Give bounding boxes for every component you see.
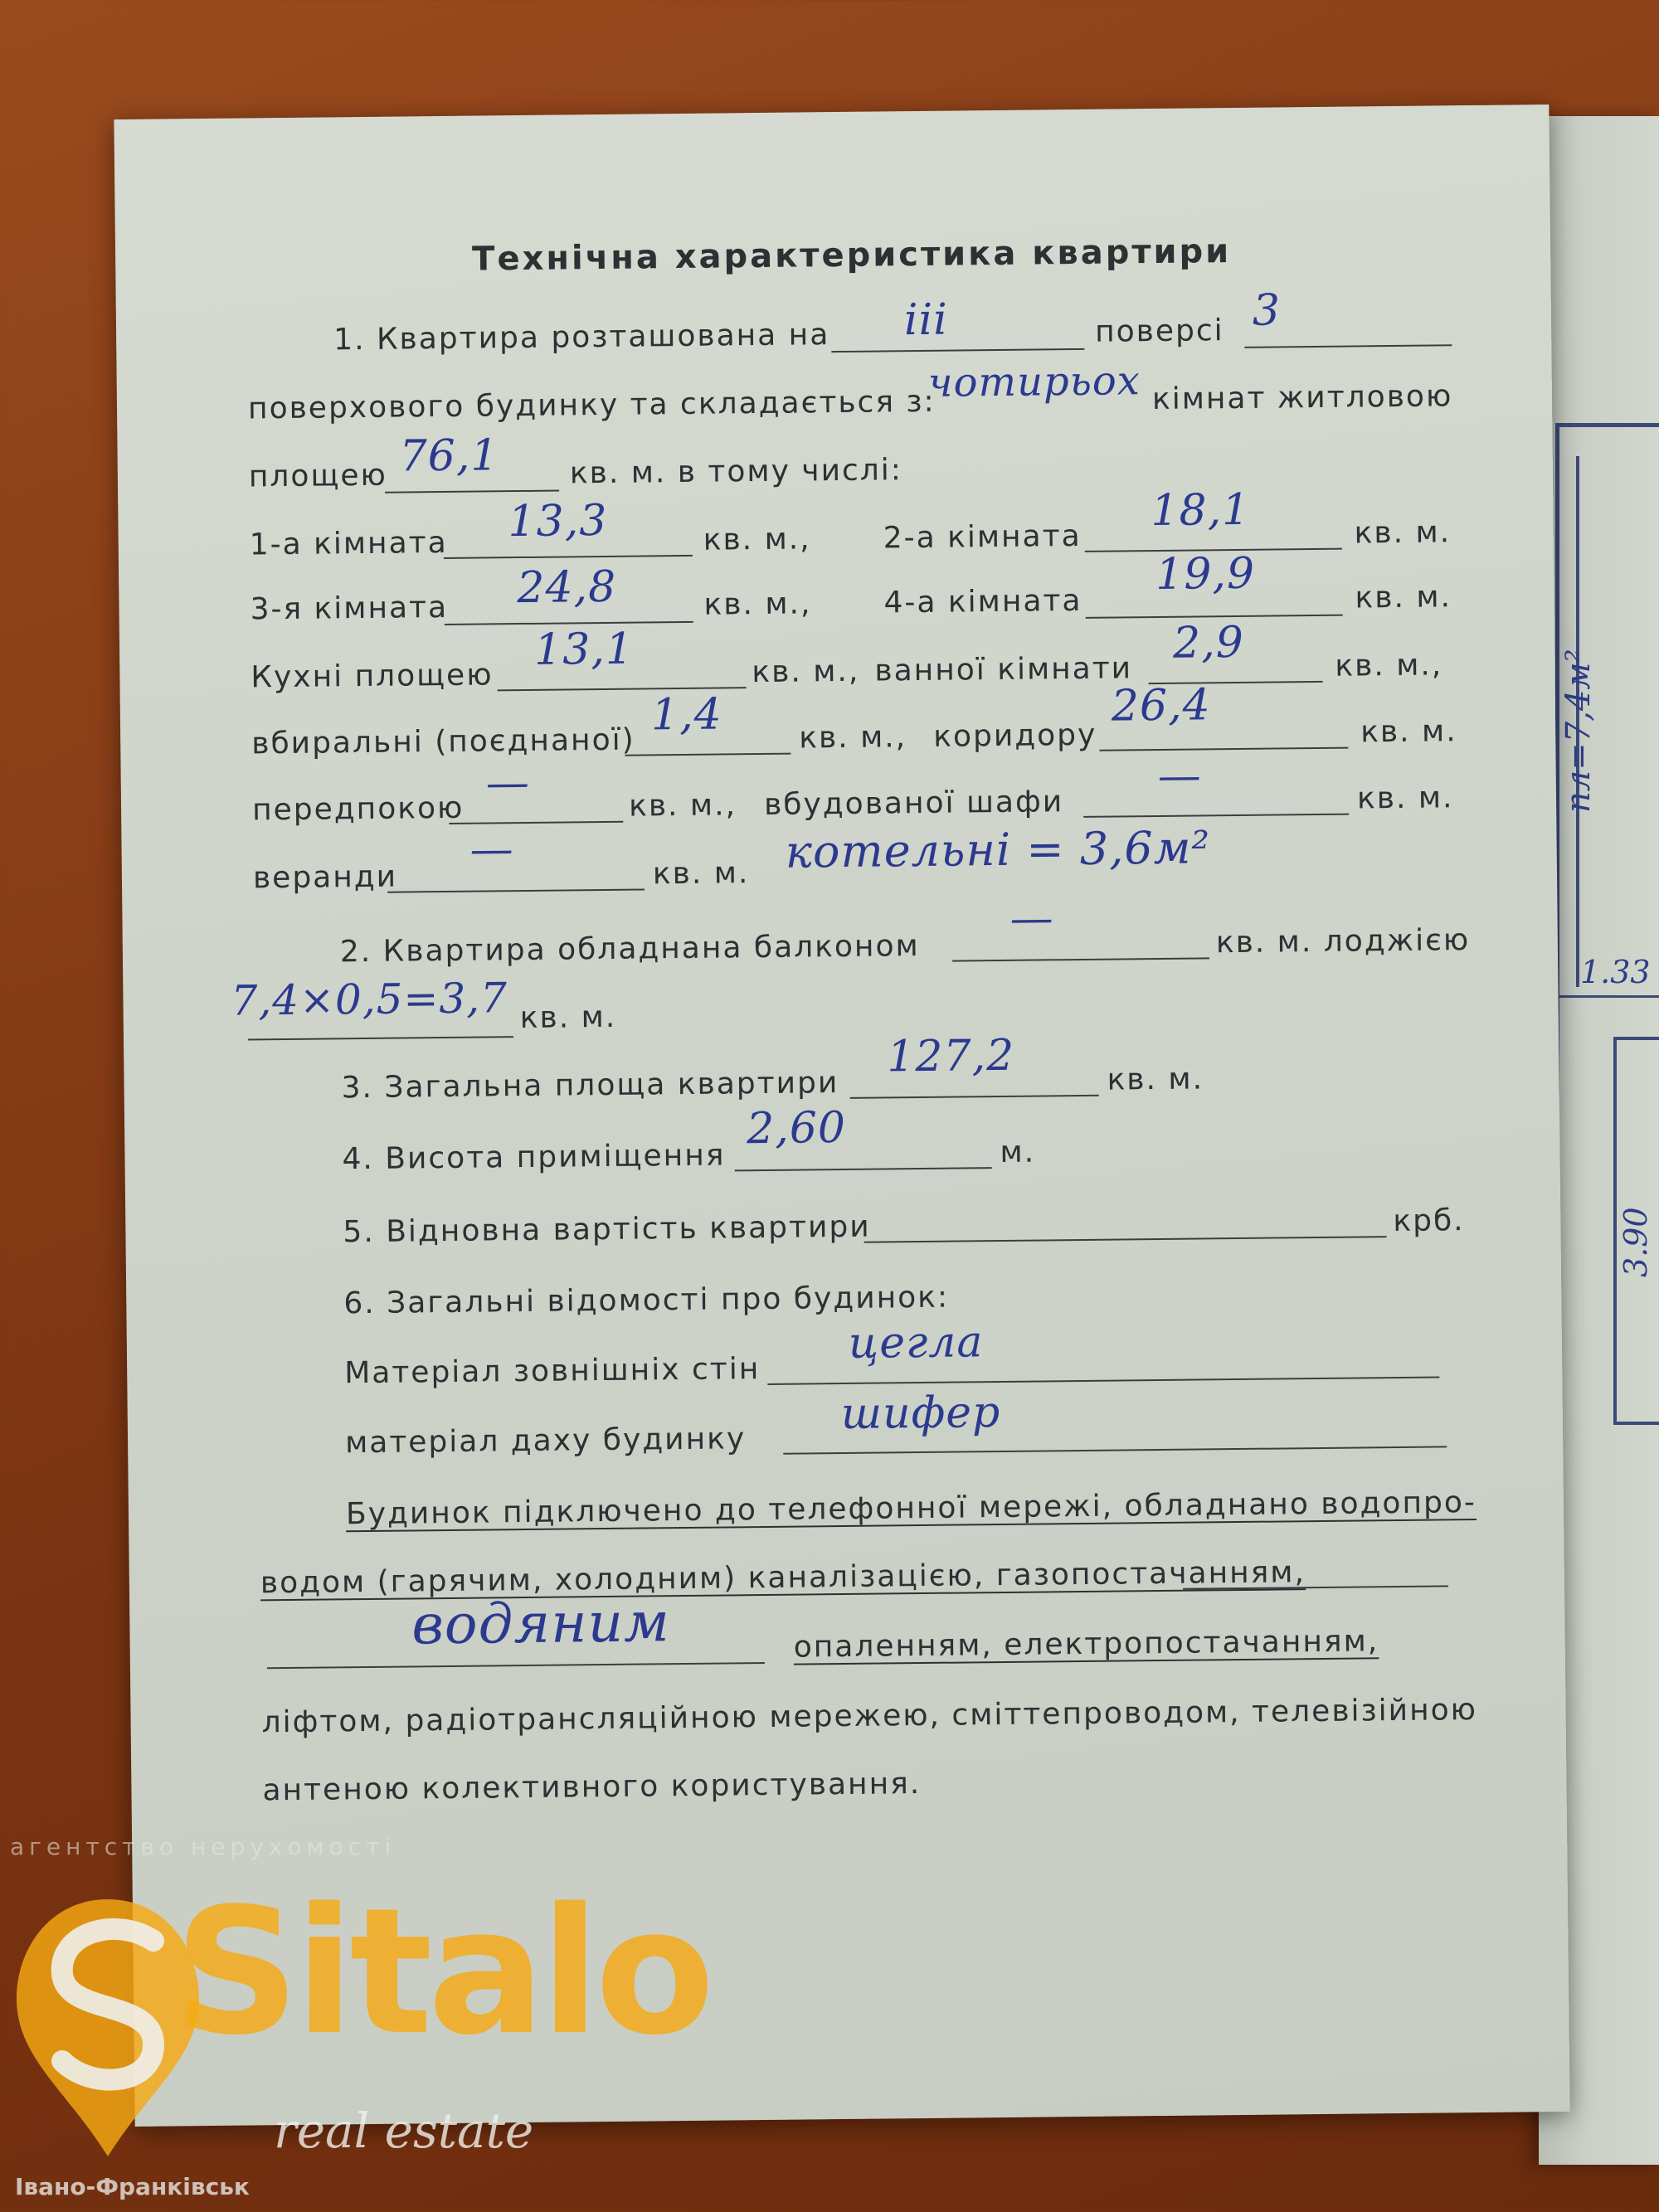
p6-label: 6. Загальні відомості про будинок: <box>343 1280 950 1321</box>
room2-value: 18,1 <box>1151 484 1251 537</box>
balcony-value: — <box>1010 893 1054 944</box>
heating-value: водяним <box>411 1590 671 1657</box>
margin-dimension-1: 1.33 <box>1580 954 1651 990</box>
veranda-value: — <box>469 824 514 875</box>
total-area-line <box>850 1095 1099 1099</box>
room1-line <box>444 555 693 559</box>
room1-label: 1-а кімната <box>249 525 448 562</box>
living-area-value: 76,1 <box>399 430 499 482</box>
margin-dimension-2: 3.90 <box>1618 1207 1654 1277</box>
room2-unit: кв. м. <box>1354 515 1452 551</box>
p5-label: 5. Відновна вартість квартири <box>343 1209 871 1250</box>
value-field-line <box>864 1236 1387 1243</box>
room1-unit: кв. м., <box>703 522 811 557</box>
room3-label: 3-я кімната <box>250 590 449 627</box>
p1-line2-end: кімнат житловою <box>1151 379 1453 417</box>
height-unit: м. <box>1000 1135 1036 1170</box>
corridor-value: 26,4 <box>1111 680 1211 732</box>
corridor-line <box>1099 747 1348 751</box>
floors-count-value: 3 <box>1252 285 1282 336</box>
kitchen-label: Кухні площею <box>251 658 494 695</box>
kitchen-unit: кв. м., <box>752 654 860 690</box>
bath-label: ванної кімнати <box>874 651 1133 688</box>
loggia-value: 7,4×0,5=3,7 <box>231 974 508 1025</box>
watermark-city: Івано-Франківськ <box>15 2173 250 2200</box>
corridor-label: коридору <box>933 717 1097 754</box>
floor-field-line <box>831 348 1084 352</box>
wc-label: вбиральні (поєднаної) <box>251 722 635 761</box>
floor-plan-divider <box>1555 995 1659 998</box>
living-area-line <box>385 490 559 493</box>
floors-field-line <box>1244 344 1452 348</box>
living-area-label: площею <box>248 458 388 494</box>
height-line <box>735 1167 992 1171</box>
wardrobe-value: — <box>1157 751 1203 801</box>
room1-value: 13,3 <box>508 495 608 547</box>
kitchen-value: 13,1 <box>533 624 635 675</box>
p1-floor-label: поверсі <box>1094 314 1224 349</box>
veranda-unit: кв. м. <box>652 856 750 892</box>
watermark-tagline: агентство нерухомості <box>10 1833 397 1860</box>
document-title: Технічна характеристика квартири <box>471 232 1232 279</box>
heating-line <box>267 1662 765 1669</box>
walls-label: Матеріал зовнішніх стін <box>344 1352 761 1391</box>
corridor-unit: кв. м. <box>1360 714 1457 750</box>
document-page <box>114 105 1569 2127</box>
roof-value: шифер <box>840 1388 1001 1440</box>
p1-line2-label: поверхового будинку та складається з: <box>247 384 936 426</box>
room3-unit: кв. м., <box>703 586 812 622</box>
rooms-count-value: чотирьох <box>927 357 1141 406</box>
roof-label: матеріал даху будинку <box>344 1422 747 1461</box>
walls-line <box>767 1376 1439 1384</box>
room2-label: 2-а кімната <box>883 518 1082 556</box>
room4-unit: кв. м. <box>1355 580 1452 615</box>
room3-value: 24,8 <box>517 562 617 614</box>
utilities-line2: водом (гарячим, холодним) каналізацією, газопостачанням, <box>260 1555 1306 1601</box>
room4-label: 4-а кімната <box>883 583 1082 620</box>
total-area-unit: кв. м. <box>1107 1062 1204 1097</box>
value-unit: крб. <box>1393 1203 1465 1239</box>
watermark-subtitle: real estate <box>274 2103 534 2159</box>
hall-value: — <box>485 757 531 809</box>
floor-value: ііі <box>903 294 949 346</box>
veranda-line <box>387 888 645 892</box>
hall-label: передпокою <box>251 790 465 828</box>
loggia-line <box>248 1036 513 1040</box>
bath-unit: кв. м., <box>1335 648 1443 683</box>
p1-line1-label: 1. Квартира розташована на <box>333 318 830 357</box>
utilities-line5: антеною колективного користування. <box>262 1767 922 1808</box>
wardrobe-line <box>1083 814 1349 818</box>
wc-line <box>625 753 791 756</box>
utilities-line3: опаленням, електропостачанням, <box>793 1624 1379 1665</box>
boiler-room-note: котельні = 3,6м² <box>785 821 1211 878</box>
utilities-line4: ліфтом, радіотрансляційною мережею, сміттепроводом, телевізійною <box>261 1693 1478 1740</box>
hall-unit: кв. м., <box>628 788 737 824</box>
roof-line <box>783 1446 1447 1454</box>
wardrobe-label: вбудованої шафи <box>763 785 1064 822</box>
room4-value: 19,9 <box>1155 548 1256 600</box>
bath-value: 2,9 <box>1172 617 1245 668</box>
p1-line3-end: кв. м. в тому числі: <box>569 453 903 491</box>
loggia-unit: кв. м. <box>519 999 617 1036</box>
veranda-label: веранди <box>252 859 398 896</box>
loggia-label: кв. м. лоджією <box>1215 923 1471 960</box>
p2-label: 2. Квартира обладнана балконом <box>339 929 920 970</box>
p4-label: 4. Висота приміщення <box>342 1138 726 1177</box>
wc-value: 1,4 <box>650 689 722 741</box>
watermark-brand: Sitalo <box>174 1870 710 2073</box>
balcony-line <box>952 957 1209 961</box>
wardrobe-unit: кв. м. <box>1356 780 1454 816</box>
height-value: 2,60 <box>746 1102 847 1155</box>
walls-value: цегла <box>848 1317 984 1369</box>
hall-line <box>449 821 623 824</box>
wc-unit: кв. м., <box>799 720 907 756</box>
utilities-line1: Будинок підключено до телефонної мережі, обладнано водопро- <box>345 1485 1477 1532</box>
p3-label: 3. Загальна площа квартири <box>341 1066 839 1106</box>
margin-area-note: пл=7,4м² <box>1559 649 1598 813</box>
total-area-value: 127,2 <box>886 1030 1015 1082</box>
